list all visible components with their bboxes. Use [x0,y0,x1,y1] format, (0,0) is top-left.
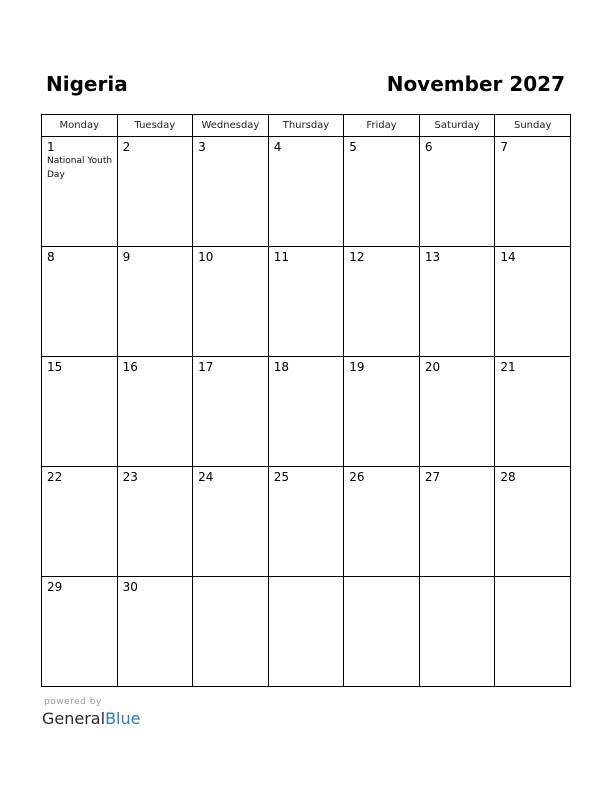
day-number: 11 [273,250,289,264]
day-cell [268,247,344,357]
week-row [42,357,571,467]
weekday-header: Wednesday [193,115,269,137]
week-row [42,467,571,577]
day-number: 27 [424,470,441,484]
day-number: 4 [273,140,282,154]
week-row [42,137,571,247]
brand-blue-text: Blue [105,709,141,728]
day-cell [495,137,571,247]
powered-by-label: powered by [44,697,102,707]
day-cell [419,247,495,357]
day-cell [495,467,571,577]
day-cell [344,137,420,247]
calendar-grid [41,114,571,687]
day-cell [495,357,571,467]
weekday-header-row [42,115,571,137]
day-number: 25 [273,470,289,484]
day-cell [268,467,344,577]
day-number: 13 [424,250,441,264]
day-cell [193,357,269,467]
day-cell [495,247,571,357]
week-row [42,577,571,687]
day-number: 5 [349,140,357,154]
holiday-label: National Youth Day [47,156,113,180]
weekday-header: Sunday [495,115,571,137]
day-cell [117,137,193,247]
day-cell [344,577,420,687]
day-cell [344,357,420,467]
weekday-header: Thursday [268,115,344,137]
day-cell [193,137,269,247]
day-number: 6 [424,140,433,154]
day-cell [268,357,344,467]
day-cell [117,357,193,467]
day-number: 8 [47,250,55,264]
day-cell [344,247,420,357]
day-number: 30 [122,580,138,594]
day-cell [42,247,118,357]
day-number: 3 [198,140,206,154]
day-cell [419,577,495,687]
day-number: 20 [424,360,441,374]
day-cell [419,357,495,467]
day-number: 15 [47,360,63,374]
day-number: 29 [47,580,63,594]
generalblue-logo[interactable] [42,709,140,729]
weekday-header: Tuesday [117,115,193,137]
day-number: 17 [198,360,214,374]
day-number: 7 [500,140,509,154]
day-number: 16 [122,360,138,374]
day-number: 10 [198,250,214,264]
day-cell [42,137,118,247]
day-cell [419,467,495,577]
month-year-title: November 2027 [386,72,565,96]
day-cell [42,577,118,687]
day-cell [117,577,193,687]
day-cell [268,137,344,247]
day-cell [117,467,193,577]
day-cell [42,467,118,577]
day-number: 12 [349,250,365,264]
day-number: 21 [500,360,516,374]
weekday-header: Friday [344,115,420,137]
week-row [42,247,571,357]
brand-general-text: General [42,709,106,728]
day-cell [495,577,571,687]
day-number: 26 [349,470,365,484]
day-cell [193,467,269,577]
day-number: 2 [122,140,131,154]
country-title: Nigeria [46,72,128,96]
day-number: 23 [122,470,138,484]
day-cell [193,247,269,357]
weekday-header: Monday [42,115,118,137]
day-cell [42,357,118,467]
day-cell [344,467,420,577]
day-number: 19 [349,360,365,374]
day-number: 14 [500,250,516,264]
day-cell [193,577,269,687]
day-cell [117,247,193,357]
day-cell [268,577,344,687]
day-number: 1 [47,140,55,154]
day-number: 28 [500,470,516,484]
day-number: 9 [122,250,131,264]
weekday-header: Saturday [419,115,495,137]
day-cell [419,137,495,247]
footer-branding [42,697,140,729]
day-number: 24 [198,470,214,484]
day-number: 18 [273,360,289,374]
day-number: 22 [47,470,63,484]
